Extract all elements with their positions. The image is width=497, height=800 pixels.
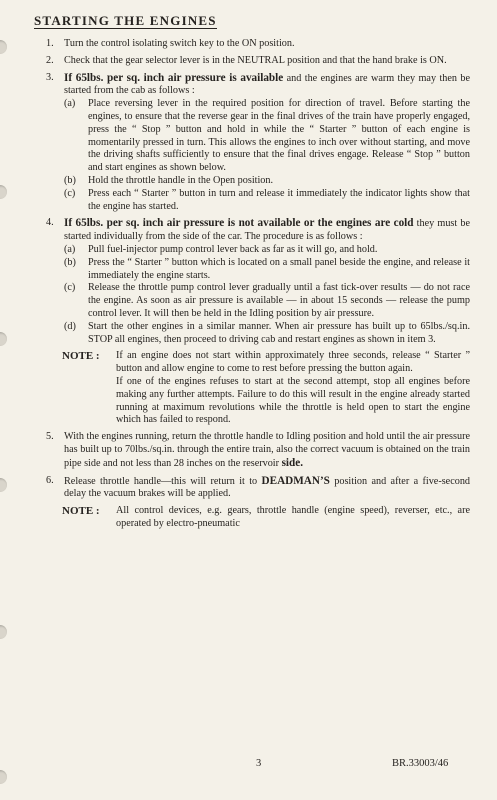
substep-label: (c): [64, 282, 76, 294]
step-2: [36, 55, 470, 68]
note-label: NOTE :: [62, 350, 100, 363]
step-1: [36, 38, 470, 51]
step-text: Turn the control isolating switch key to the ON position.: [64, 38, 295, 49]
binder-hole: [0, 40, 7, 54]
note-block-2: [36, 505, 470, 531]
binder-hole: [0, 478, 7, 492]
substep-label: (d): [64, 320, 76, 332]
step-number: 2.: [46, 54, 54, 66]
substep-label: (b): [64, 256, 76, 268]
substep-3c: [64, 188, 470, 214]
binder-hole: [0, 332, 7, 346]
step-text: they must be started individually from the side of the car. The procedure is as follows :: [64, 218, 471, 243]
substep-text: Release the throttle pump control lever gradually until a fast tick-over results — do not race the engine. As soon as air pressure is available — in about 15 seconds — release the pump control lever. It will then be held in the Idling position by air pressure.: [88, 282, 470, 319]
substep-label: (b): [64, 174, 76, 186]
substep-text: Hold the throttle handle in the Open position.: [88, 174, 274, 186]
step-text: position and after a five-second delay the vacuum brakes will be applied.: [64, 475, 471, 500]
substep-text: Press each “ Starter ” button in turn and release it immediately the indicator lights show that the engine has started.: [88, 187, 470, 212]
substep-4c: [64, 282, 470, 320]
substep-3b: [64, 175, 470, 188]
step-lead: If 65lbs. per sq. inch air pressure is available: [64, 71, 284, 84]
step-text: and the engines are warm they may then be started from the cab as follows :: [64, 72, 470, 97]
binder-hole: [0, 770, 7, 784]
substep-4b: [64, 257, 470, 283]
substep-text: Pull fuel-injector pump control lever back as far as it will go, and hold.: [88, 243, 378, 255]
substep-label: (a): [64, 98, 76, 110]
note-block: [36, 350, 470, 427]
step-6: [36, 475, 470, 502]
step-lead: If 65lbs. per sq. inch air pressure is not available or the engines are cold: [64, 217, 414, 230]
substep-text: Start the other engines in a similar manner. When air pressure has built up to 65lbs./sq.in. STOP all engines, then proceed to driving cab and restart engines as shown in item 3.: [88, 320, 470, 345]
step-4: [36, 217, 470, 346]
substep-text: Place reversing lever in the required position for direction of travel. Before starting the engines, to ensure that the reverse gear in the final drives of the train have properly engaged, press the “ Stop ” button and hold in while the “ Starter ” button of each engine is momentarily pressed in turn. This allows the engines to inch over without starting, and move the driving shafts sufficiently to ensure that the final drives engage. Release “ Stop ” button and start engines as shown below.: [88, 98, 470, 174]
substep-3a: [64, 98, 470, 175]
note-label: NOTE :: [62, 505, 100, 518]
note-paragraph: If one of the engines refuses to start at the second attempt, stop all engines before making any further attempts. Failure to do this will result in the engine already started running at maximum revolutions while the throttle is held open to start the engine which has failed to respond.: [116, 375, 470, 426]
substep-label: (a): [64, 243, 76, 255]
binder-hole: [0, 185, 7, 199]
step-number: 3.: [46, 71, 54, 83]
note-paragraph: If an engine does not start within approximately three seconds, release “ Starter ” button and allow engine to come to rest before pressing the button again.: [116, 350, 470, 375]
substep-4a: [64, 244, 470, 257]
page-number: 3: [256, 758, 262, 769]
step-5: [36, 431, 470, 470]
step-text: Release throttle handle—this will return it to: [64, 475, 262, 487]
binder-hole: [0, 625, 7, 639]
step-number: 4.: [46, 217, 54, 229]
instructions: [36, 38, 470, 535]
substep-4d: [64, 321, 470, 347]
substep-text: Press the “ Starter ” button which is located on a small panel beside the engine, and release it immediately the engine starts.: [88, 256, 470, 281]
note-paragraph: All control devices, e.g. gears, throttle handle (engine speed), reverser, etc., are operated by electro-pneumatic: [116, 505, 470, 529]
step-number: 5.: [46, 431, 54, 443]
step-text: Check that the gear selector lever is in the NEUTRAL position and that the hand brake is ON.: [64, 54, 447, 66]
step-number: 1.: [46, 38, 54, 49]
substep-label: (c): [64, 187, 76, 199]
section-heading: STARTING THE ENGINES: [34, 13, 217, 28]
deadman-term: DEADMAN’S: [261, 474, 330, 487]
document-reference: BR.33003/46: [392, 758, 449, 769]
step-text: With the engines running, return the throttle handle to Idling position and hold until the air pressure has built up to 70lbs./sq.in. through the entire train, also the correct vacuum is obtained on the train pipe side and not less than 28 inches on the reservoir: [64, 431, 470, 469]
step-3: [36, 72, 470, 214]
step-number: 6.: [46, 474, 54, 486]
step-tail: side.: [281, 456, 304, 469]
